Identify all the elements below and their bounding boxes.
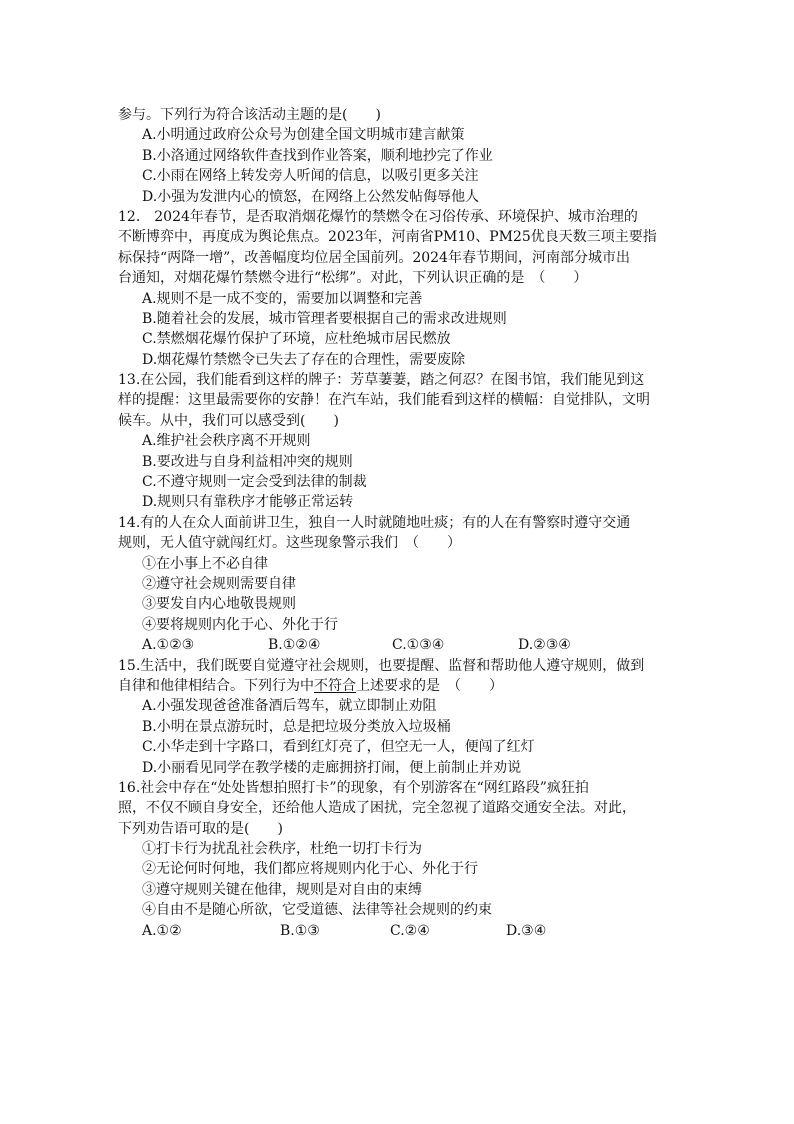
option-d: D.小丽看见同学在教学楼的走廊拥挤打闹，便上前制止并劝说: [142, 759, 522, 776]
question-stem-line: 13.在公园，我们能看到这样的牌子：芳草萋萋，踏之何忍？在图书馆，我们能见到这: [118, 372, 645, 389]
option-c: C.禁燃烟花爆竹保护了环境，应杜绝城市居民燃放: [142, 331, 451, 348]
question-stem-line: [118, 676, 680, 696]
choice-b: B.①③: [280, 922, 320, 939]
choice-a: A.①②: [142, 922, 182, 939]
question-stem-line: 不断博弈中，再度成为舆论焦点。2023年，河南省PM10、PM25优良天数三项主要指: [118, 229, 657, 246]
question-stem-line: 样的提醒：这里最需要你的安静！在汽车站，我们能看到这样的横幅：自觉排队，文明: [118, 392, 650, 409]
option-d: D.烟花爆竹禁燃令已失去了存在的合理性，需要废除: [142, 351, 466, 368]
question-stem-line: 参与。下列行为符合该活动主题的是( ): [118, 107, 381, 123]
question-stem-line: 规则，无人值守就闯红灯。这些现象警示我们 （ ）: [118, 535, 461, 552]
statement-item: ③遵守规则关键在他律，规则是对自由的束缚: [142, 881, 422, 898]
statement-item: ③要发自内心地敬畏规则: [142, 596, 296, 613]
stem-text: 自律和他律相结合。下列行为中: [118, 677, 314, 694]
option-b: B.小明在景点游玩时，总是把垃圾分类放入垃圾桶: [142, 718, 451, 735]
question-stem-line: 照，不仅不顾自身安全，还给他人造成了困扰，完全忽视了道路交通安全法。对此，: [118, 800, 636, 817]
option-b: B.小洛通过网络软件查找到作业答案，顺利地抄完了作业: [142, 147, 493, 164]
option-c: C.小雨在网络上转发旁人听闻的信息，以吸引更多关注: [142, 168, 479, 185]
choice-d: D.②③④: [518, 637, 571, 654]
statement-item: ①打卡行为扰乱社会秩序，杜绝一切打卡行为: [142, 841, 422, 858]
question-list: [118, 105, 680, 941]
statement-item: ①在小事上不必自律: [142, 555, 268, 572]
choice-c: C.①③④: [392, 637, 445, 654]
question-stem-line: 16.社会中存在“处处皆想拍照打卡”的现象，有个别游客在“网红路段”疯狂拍: [118, 779, 589, 796]
choice-d: D.③④: [506, 922, 547, 939]
question-stem-line: 14.有的人在众人面前讲卫生，独自一人时就随地吐痰；有的人在有警察时遵守交通: [118, 514, 631, 531]
option-a: A.小明通过政府公众号为创建全国文明城市建言献策: [142, 127, 465, 144]
option-b: B.随着社会的发展，城市管理者要根据自己的需求改进规则: [142, 310, 507, 327]
option-a: A.维护社会秩序离不开规则: [142, 433, 311, 450]
question-stem-line: 15.生活中，我们既要自觉遵守社会规则，也要提醒、监督和帮助他人遵守规则，做到: [118, 657, 645, 674]
option-c: C.小华走到十字路口，看到红灯亮了，但空无一人，便闯了红灯: [142, 739, 535, 756]
question-12: [118, 207, 680, 370]
question-stem-line: 台通知，对烟花爆竹禁燃令进行“松绑”。对此，下列认识正确的是 （ ）: [118, 270, 588, 287]
question-15: [118, 656, 680, 778]
question-stem-line: 12. 2024年春节，是否取消烟花爆竹的禁燃令在习俗传承、环境保护、城市治理的: [118, 208, 638, 225]
answer-choices: [118, 921, 680, 941]
question-stem-line: 下列劝告语可取的是( ): [118, 820, 283, 837]
choice-b: B.①②④: [268, 637, 321, 654]
question-stem-line: 标保持“两降一增”，改善幅度均位居全国前列。2024年春节期间，河南部分城市出: [118, 249, 630, 266]
option-a: A.规则不是一成不变的，需要加以调整和完善: [142, 290, 423, 307]
question-11: [118, 105, 680, 207]
question-13: [118, 370, 680, 513]
emphasis-underline: 不符合: [314, 677, 356, 694]
question-stem-line: 候车。从中，我们可以感受到( ): [118, 412, 339, 429]
statement-item: ②无论何时何地，我们都应将规则内化于心、外化于行: [142, 861, 478, 878]
statement-item: ④要将规则内化于心、外化于行: [142, 616, 338, 633]
stem-text: 上述要求的是 （ ）: [356, 677, 503, 694]
statement-item: ②遵守社会规则需要自律: [142, 575, 296, 592]
option-a: A.小强发现爸爸准备酒后驾车，就立即制止劝阻: [142, 698, 437, 715]
choice-c: C.②④: [390, 922, 430, 939]
statement-item: ④自由不是随心所欲，它受道德、法律等社会规则的约束: [142, 902, 492, 919]
option-c: C.不遵守规则一定会受到法律的制裁: [142, 474, 367, 491]
option-b: B.要改进与自身利益相冲突的规则: [142, 453, 353, 470]
option-d: D.小强为发泄内心的愤怒，在网络上公然发帖侮辱他人: [142, 188, 480, 205]
question-14: [118, 513, 680, 656]
question-16: [118, 778, 680, 941]
choice-a: A.①②③: [142, 637, 195, 654]
option-d: D.规则只有靠秩序才能够正常运转: [142, 494, 354, 511]
answer-choices: [118, 635, 680, 655]
